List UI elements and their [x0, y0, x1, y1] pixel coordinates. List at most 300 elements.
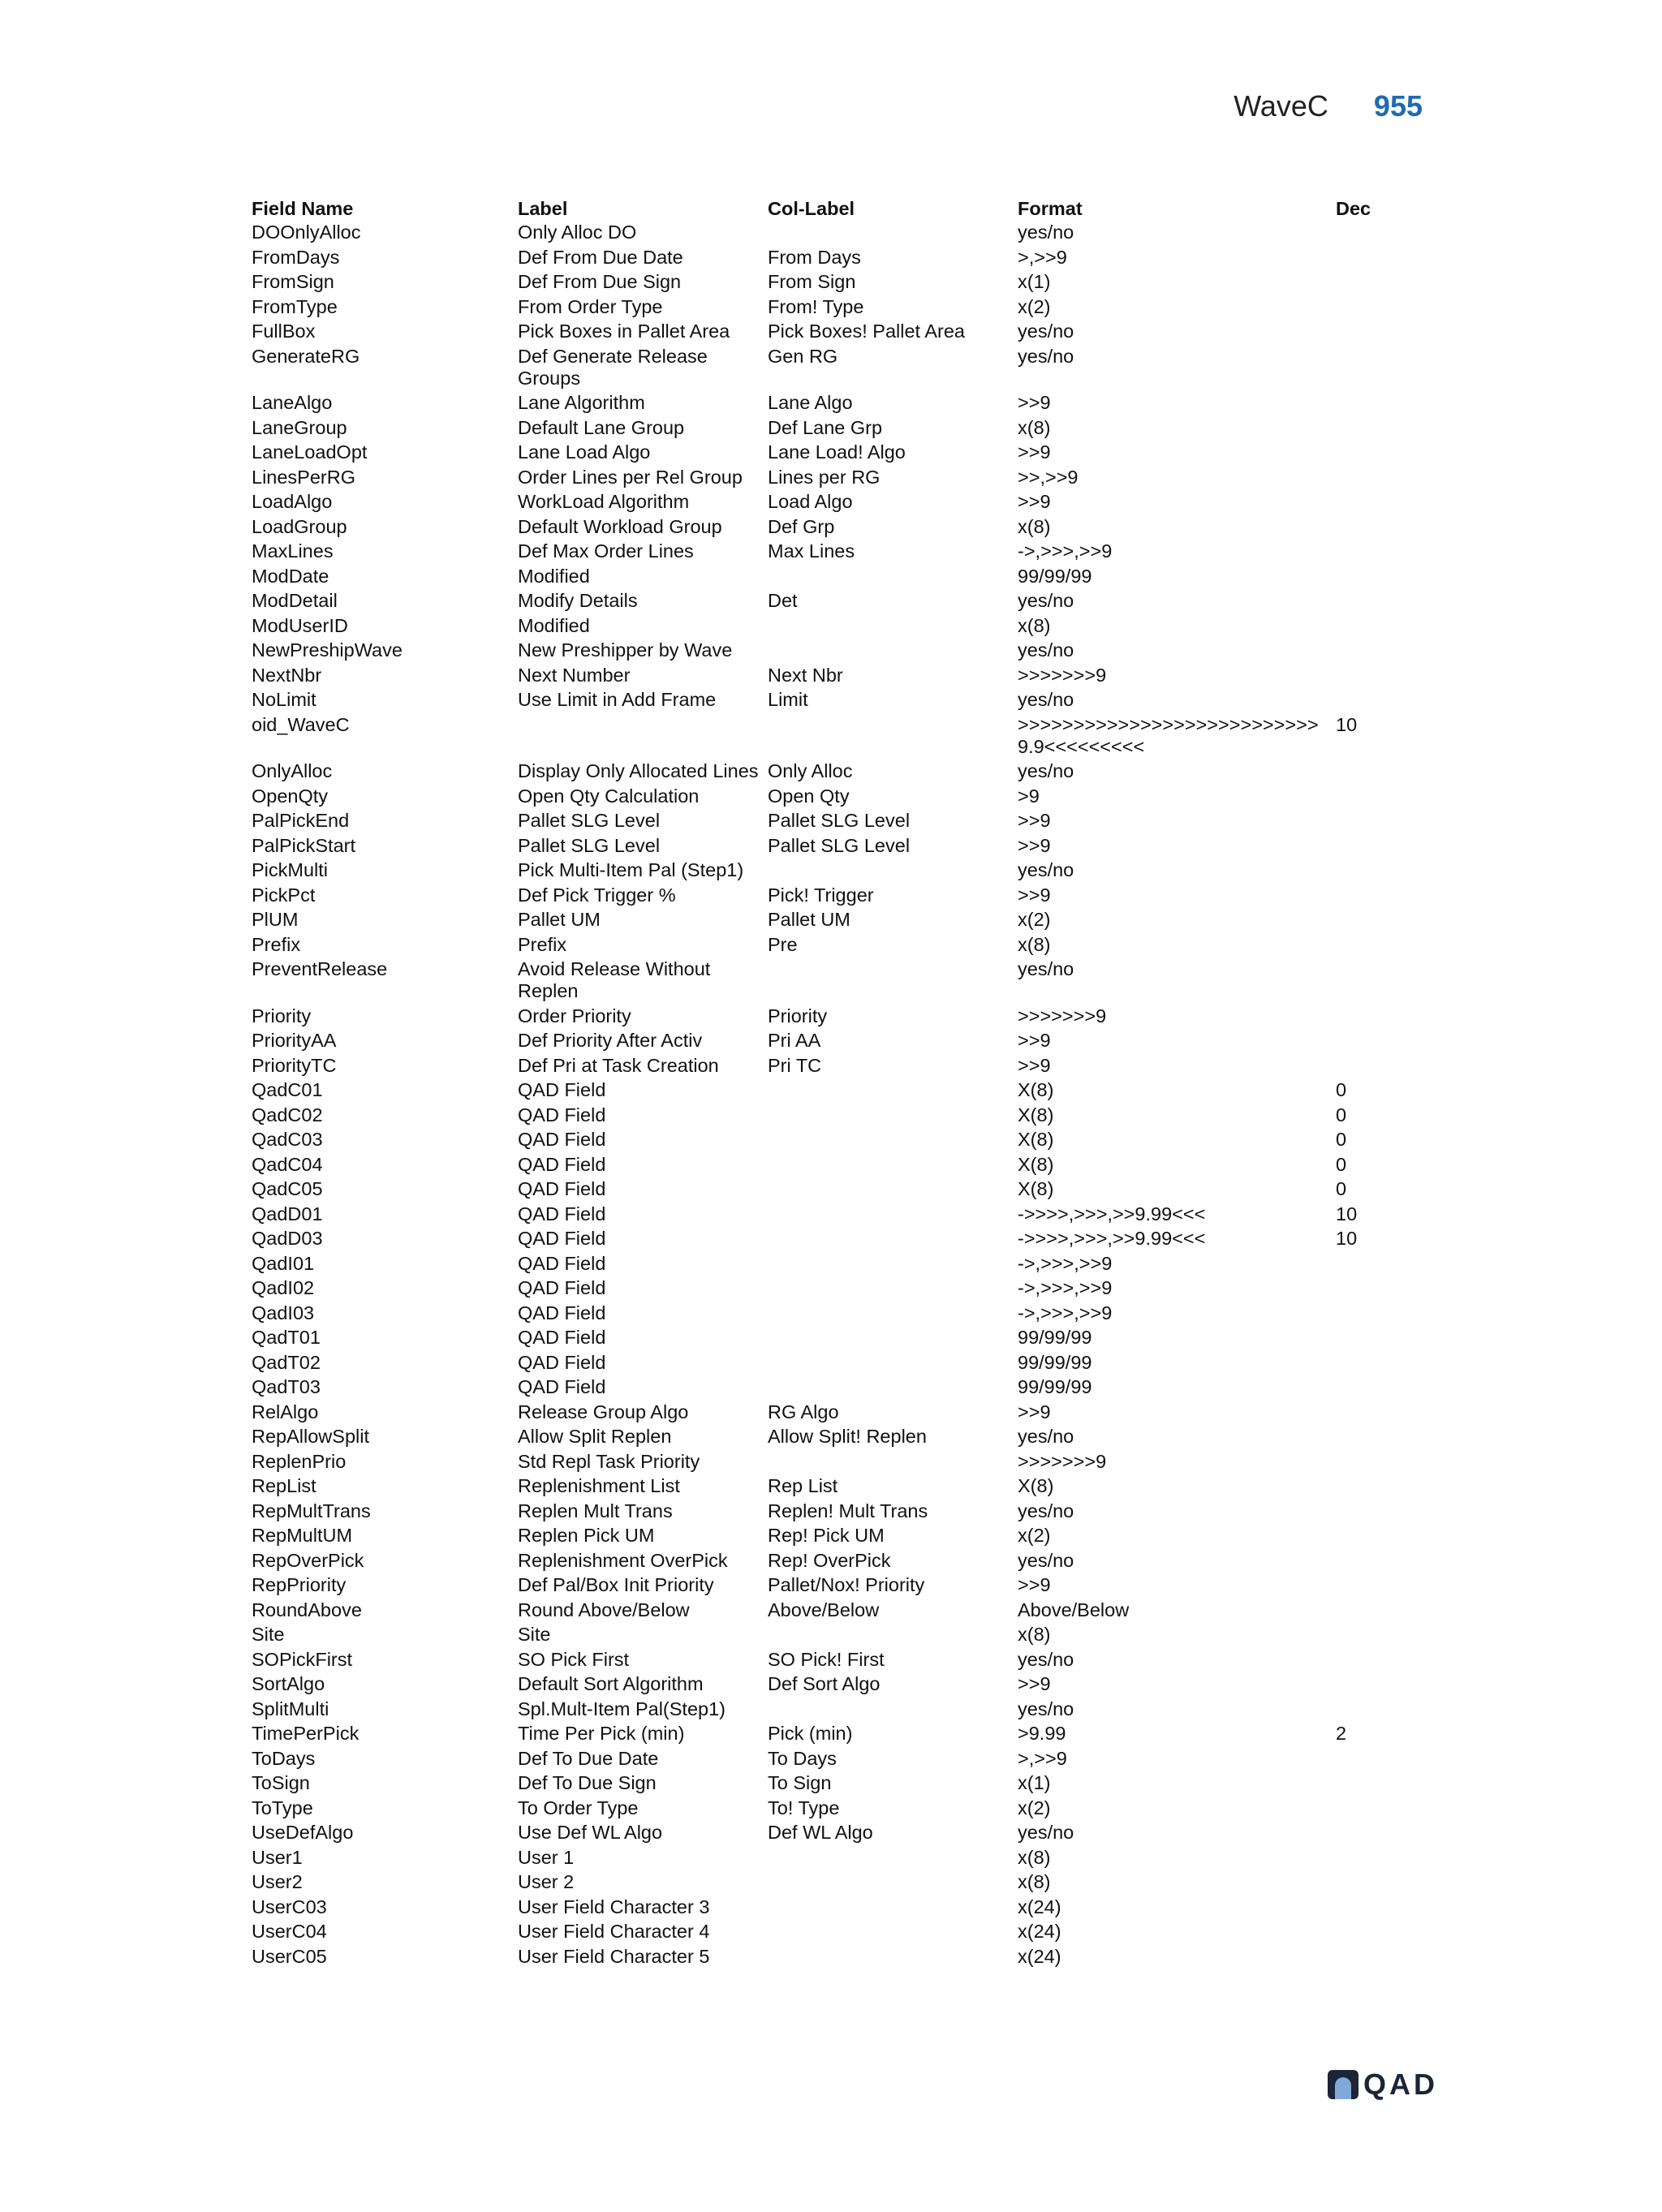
cell-col-label: Rep! Pick UM — [768, 1525, 885, 1546]
cell-dec: 0 — [1336, 1079, 1347, 1100]
table-row — [252, 514, 1428, 540]
cell-dec — [1336, 1672, 1428, 1697]
cell-col-label — [768, 858, 1018, 883]
table-header-row — [252, 195, 1428, 220]
cell-format: ->>>>,>>>,>>9.99<<< — [1018, 1228, 1206, 1249]
cell-format: yes/no — [1018, 1549, 1074, 1571]
cell-dec — [1336, 220, 1428, 245]
cell-format: yes/no — [1018, 590, 1074, 611]
cell-col-label — [768, 613, 1018, 639]
cell-field-name: UseDefAlgo — [252, 1822, 354, 1843]
cell-dec — [1336, 687, 1428, 712]
cell-label: QAD Field — [518, 1351, 606, 1373]
cell-col-label — [768, 1870, 1018, 1895]
cell-dec — [1336, 638, 1428, 663]
cell-col-label: Pick (min) — [768, 1723, 853, 1744]
cell-field-name: NextNbr — [252, 664, 322, 686]
cell-col-label — [768, 1078, 1018, 1103]
cell-dec — [1336, 1944, 1428, 1969]
table-row — [252, 295, 1428, 320]
cell-col-label: Pallet/Nox! Priority — [768, 1574, 925, 1595]
cell-format: 99/99/99 — [1018, 1327, 1092, 1348]
cell-col-label: Gen RG — [768, 345, 838, 367]
cell-dec — [1336, 1375, 1428, 1400]
table-row — [252, 1548, 1428, 1573]
cell-col-label: From! Type — [768, 295, 864, 317]
cell-dec — [1336, 1004, 1428, 1029]
cell-col-label — [768, 1449, 1018, 1474]
cell-field-name: SplitMulti — [252, 1698, 329, 1719]
cell-label: Allow Split Replen — [518, 1426, 672, 1447]
cell-dec — [1336, 1622, 1428, 1647]
table-row — [252, 1573, 1428, 1598]
cell-field-name: RepOverPick — [252, 1549, 364, 1571]
cell-format: X(8) — [1018, 1104, 1054, 1125]
cell-field-name: NoLimit — [252, 689, 316, 710]
cell-dec — [1336, 269, 1428, 295]
cell-col-label — [768, 1375, 1018, 1400]
cell-field-name: PriorityAA — [252, 1030, 337, 1051]
table-row — [252, 1152, 1428, 1177]
cell-label: QAD Field — [518, 1228, 606, 1249]
table-row — [252, 907, 1428, 932]
table-row — [252, 1078, 1428, 1103]
cell-dec — [1336, 759, 1428, 784]
cell-format: Above/Below — [1018, 1599, 1130, 1620]
table-row — [252, 1598, 1428, 1623]
cell-col-label — [768, 1350, 1018, 1375]
cell-field-name: ModUserID — [252, 614, 348, 636]
cell-field-name: UserC04 — [252, 1921, 327, 1942]
table-row — [252, 1523, 1428, 1548]
cell-label: Default Workload Group — [518, 515, 722, 537]
cell-dec: 0 — [1336, 1104, 1347, 1125]
table-row — [252, 1647, 1428, 1672]
cell-field-name: QadT03 — [252, 1376, 321, 1397]
cell-label: User 1 — [518, 1846, 575, 1868]
cell-format: ->,>>>,>>9 — [1018, 540, 1113, 562]
cell-col-label: Open Qty — [768, 785, 850, 807]
cell-col-label: SO Pick! First — [768, 1648, 885, 1670]
cell-dec — [1336, 808, 1428, 833]
cell-label: Only Alloc DO — [518, 222, 637, 243]
cell-label: Pallet UM — [518, 909, 601, 930]
cell-col-label — [768, 638, 1018, 663]
cell-label: Display Only Allocated Lines — [518, 760, 759, 781]
cell-label: Lane Load Algo — [518, 441, 651, 463]
cell-field-name: OnlyAlloc — [252, 760, 333, 781]
cell-format: >,>>9 — [1018, 1747, 1067, 1769]
cell-col-label: Priority — [768, 1005, 828, 1026]
cell-format: 99/99/99 — [1018, 565, 1092, 587]
cell-field-name: QadD03 — [252, 1228, 323, 1249]
cell-label: Def To Due Sign — [518, 1772, 657, 1793]
table-row — [252, 957, 1428, 1004]
cell-format: X(8) — [1018, 1475, 1054, 1496]
cell-label: QAD Field — [518, 1252, 606, 1274]
cell-col-label — [768, 1127, 1018, 1152]
cell-col-label: From Days — [768, 246, 861, 268]
cell-dec — [1336, 784, 1428, 809]
cell-dec — [1336, 440, 1428, 465]
cell-col-label: Pallet SLG Level — [768, 834, 911, 856]
cell-dec — [1336, 1919, 1428, 1944]
cell-format: >>9 — [1018, 441, 1051, 463]
cell-dec — [1336, 1400, 1428, 1425]
cell-format: x(24) — [1018, 1896, 1061, 1917]
cell-col-label: RG Algo — [768, 1401, 839, 1422]
cell-format: yes/no — [1018, 345, 1074, 367]
cell-field-name: QadD01 — [252, 1203, 323, 1224]
cell-label: Def From Due Sign — [518, 271, 682, 292]
table-row — [252, 1400, 1428, 1425]
cell-format: x(8) — [1018, 515, 1051, 537]
cell-field-name: RepAllowSplit — [252, 1426, 369, 1447]
cell-label: Spl.Mult-Item Pal(Step1) — [518, 1698, 726, 1719]
cell-label: Modified — [518, 565, 590, 587]
cell-format: x(1) — [1018, 271, 1051, 292]
cell-field-name: Site — [252, 1624, 285, 1645]
cell-field-name: PickPct — [252, 884, 316, 906]
cell-dec: 0 — [1336, 1153, 1347, 1175]
cell-label: Use Limit in Add Frame — [518, 689, 717, 710]
cell-format: x(8) — [1018, 416, 1051, 438]
cell-col-label — [768, 1226, 1018, 1251]
cell-col-label: From Sign — [768, 271, 856, 292]
cell-field-name: User2 — [252, 1871, 303, 1892]
cell-col-label: Load Algo — [768, 491, 853, 512]
cell-col-label — [768, 1177, 1018, 1202]
cell-col-label: Pick Boxes! Pallet Area — [768, 321, 965, 342]
cell-field-name: SOPickFirst — [252, 1648, 353, 1670]
cell-label: Replenishment List — [518, 1475, 680, 1496]
cell-format: x(2) — [1018, 1797, 1051, 1818]
table-row — [252, 1350, 1428, 1375]
cell-col-label — [768, 1845, 1018, 1870]
cell-format: >>>>>>>>>>>>>>>>>>>>>>>>>>>9.9<<<<<<<<< — [1018, 713, 1319, 757]
page-header — [1234, 89, 1423, 123]
table-row — [252, 415, 1428, 441]
cell-field-name: SortAlgo — [252, 1673, 325, 1694]
cell-col-label: To! Type — [768, 1797, 840, 1818]
cell-field-name: DOOnlyAlloc — [252, 222, 361, 243]
cell-dec: 10 — [1336, 1228, 1358, 1249]
table-row — [252, 1771, 1428, 1796]
table-row — [252, 1127, 1428, 1152]
cell-col-label: Pallet SLG Level — [768, 810, 911, 831]
cell-field-name: QadI01 — [252, 1252, 315, 1274]
cell-format: x(1) — [1018, 1772, 1051, 1793]
cell-field-name: NewPreshipWave — [252, 639, 403, 661]
page-number: 955 — [1373, 89, 1423, 123]
table-row — [252, 1697, 1428, 1722]
table-row — [252, 1103, 1428, 1128]
table-row — [252, 808, 1428, 833]
cell-format: yes/no — [1018, 1648, 1074, 1670]
table-row — [252, 1424, 1428, 1449]
cell-dec — [1336, 539, 1428, 564]
cell-field-name: QadC02 — [252, 1104, 323, 1125]
cell-dec: 0 — [1336, 1129, 1347, 1150]
cell-col-label — [768, 1152, 1018, 1177]
cell-label: User Field Character 3 — [518, 1896, 710, 1917]
cell-format: yes/no — [1018, 321, 1074, 342]
cell-label: Std Repl Task Priority — [518, 1450, 700, 1472]
cell-format: >>9 — [1018, 884, 1051, 906]
cell-format: ->,>>>,>>9 — [1018, 1302, 1113, 1323]
table-row — [252, 1053, 1428, 1078]
cell-col-label: Det — [768, 590, 798, 611]
cell-col-label — [768, 712, 1018, 760]
cell-field-name: QadI03 — [252, 1302, 315, 1323]
cell-label: Site — [518, 1624, 551, 1645]
cell-col-label — [768, 957, 1018, 1004]
cell-col-label: Def Sort Algo — [768, 1673, 881, 1694]
cell-col-label: Limit — [768, 689, 808, 710]
cell-field-name: LoadGroup — [252, 515, 347, 537]
cell-dec — [1336, 390, 1428, 415]
cell-label: QAD Field — [518, 1104, 606, 1125]
cell-label: QAD Field — [518, 1079, 606, 1100]
cell-format: >>9 — [1018, 1574, 1051, 1595]
table-row — [252, 1895, 1428, 1920]
cell-col-label: Next Nbr — [768, 664, 843, 686]
cell-label: Pick Multi-Item Pal (Step1) — [518, 859, 744, 880]
cell-field-name: UserC05 — [252, 1945, 327, 1967]
cell-field-name: OpenQty — [252, 785, 329, 807]
table-row — [252, 687, 1428, 712]
cell-dec — [1336, 932, 1428, 958]
qad-logo-icon — [1328, 2070, 1358, 2099]
cell-field-name: RoundAbove — [252, 1599, 362, 1620]
cell-label: QAD Field — [518, 1153, 606, 1175]
cell-dec — [1336, 1895, 1428, 1920]
table-row — [252, 833, 1428, 859]
cell-format: >>9 — [1018, 810, 1051, 831]
cell-format: x(8) — [1018, 1846, 1051, 1868]
table-row — [252, 1672, 1428, 1697]
column-header-dec: Dec — [1336, 198, 1371, 219]
cell-field-name: RepList — [252, 1475, 316, 1496]
table-row — [252, 883, 1428, 908]
cell-format: ->>>>,>>>,>>9.99<<< — [1018, 1203, 1206, 1224]
cell-label: Default Lane Group — [518, 416, 685, 438]
cell-label: Def To Due Date — [518, 1747, 659, 1769]
cell-field-name: LaneGroup — [252, 416, 347, 438]
cell-format: X(8) — [1018, 1153, 1054, 1175]
cell-label: Pick Boxes in Pallet Area — [518, 321, 730, 342]
cell-dec — [1336, 415, 1428, 441]
cell-format: x(8) — [1018, 614, 1051, 636]
cell-col-label: Pri TC — [768, 1054, 822, 1076]
cell-label: QAD Field — [518, 1376, 606, 1397]
table-row — [252, 1004, 1428, 1029]
cell-format: x(24) — [1018, 1921, 1061, 1942]
table-row — [252, 1325, 1428, 1350]
cell-label: Def Max Order Lines — [518, 540, 694, 562]
cell-format: >>9 — [1018, 834, 1051, 856]
table-row — [252, 1845, 1428, 1870]
cell-col-label — [768, 1697, 1018, 1722]
cell-format: >>>>>>>9 — [1018, 1450, 1107, 1472]
cell-dec — [1336, 514, 1428, 540]
cell-dec — [1336, 1746, 1428, 1771]
table-row — [252, 1226, 1428, 1251]
cell-format: x(24) — [1018, 1945, 1061, 1967]
table-row — [252, 638, 1428, 663]
table-row — [252, 1944, 1428, 1969]
cell-format: 99/99/99 — [1018, 1376, 1092, 1397]
table-row — [252, 1202, 1428, 1227]
cell-label: To Order Type — [518, 1797, 639, 1818]
cell-field-name: FromType — [252, 295, 338, 317]
cell-dec — [1336, 1820, 1428, 1845]
cell-dec — [1336, 1598, 1428, 1623]
cell-dec — [1336, 957, 1428, 1004]
cell-label: Pallet SLG Level — [518, 834, 661, 856]
cell-field-name: Priority — [252, 1005, 312, 1026]
column-header-field-name: Field Name — [252, 198, 354, 219]
cell-col-label: Pick! Trigger — [768, 884, 874, 906]
cell-format: X(8) — [1018, 1079, 1054, 1100]
cell-label: Modified — [518, 614, 590, 636]
cell-dec — [1336, 1796, 1428, 1821]
table-row — [252, 1449, 1428, 1474]
cell-col-label — [768, 1202, 1018, 1227]
cell-label: Open Qty Calculation — [518, 785, 700, 807]
logo-text: QAD — [1363, 2068, 1438, 2101]
table-row — [252, 1301, 1428, 1326]
table-row — [252, 269, 1428, 295]
cell-col-label: To Sign — [768, 1772, 832, 1793]
cell-field-name: PalPickStart — [252, 834, 355, 856]
cell-format: >9.99 — [1018, 1723, 1066, 1744]
cell-label: QAD Field — [518, 1302, 606, 1323]
cell-dec — [1336, 295, 1428, 320]
cell-col-label: Lane Algo — [768, 392, 853, 413]
table-row — [252, 613, 1428, 639]
cell-format: yes/no — [1018, 639, 1074, 661]
cell-field-name: QadC04 — [252, 1153, 323, 1175]
cell-dec — [1336, 1424, 1428, 1449]
cell-format: yes/no — [1018, 760, 1074, 781]
cell-label: Pallet SLG Level — [518, 810, 661, 831]
cell-dec: 0 — [1336, 1178, 1347, 1199]
cell-label: WorkLoad Algorithm — [518, 491, 690, 512]
cell-format: >>9 — [1018, 1030, 1051, 1051]
cell-label: Order Lines per Rel Group — [518, 466, 743, 488]
cell-format: >>>>>>>9 — [1018, 1005, 1107, 1026]
cell-col-label: Def WL Algo — [768, 1822, 873, 1843]
cell-field-name: RepMultTrans — [252, 1500, 371, 1521]
cell-format: yes/no — [1018, 1426, 1074, 1447]
cell-label — [518, 712, 768, 760]
cell-dec — [1336, 319, 1428, 344]
cell-label: Order Priority — [518, 1005, 631, 1026]
cell-label: QAD Field — [518, 1277, 606, 1298]
cell-format: >,>>9 — [1018, 246, 1067, 268]
cell-dec — [1336, 1499, 1428, 1524]
cell-dec: 10 — [1336, 713, 1358, 735]
cell-field-name: PreventRelease — [252, 958, 388, 979]
cell-field-name: GenerateRG — [252, 345, 360, 367]
cell-col-label: Rep! OverPick — [768, 1549, 891, 1571]
cell-dec — [1336, 883, 1428, 908]
table-row — [252, 1820, 1428, 1845]
cell-label: Def Generate Release Groups — [518, 345, 708, 389]
cell-field-name: RelAlgo — [252, 1401, 319, 1422]
cell-label: Replen Pick UM — [518, 1525, 655, 1546]
cell-field-name: QadI02 — [252, 1277, 315, 1298]
cell-label: New Preshipper by Wave — [518, 639, 733, 661]
cell-field-name: PriorityTC — [252, 1054, 337, 1076]
table-row — [252, 319, 1428, 344]
cell-field-name: FromSign — [252, 271, 334, 292]
cell-col-label: Def Lane Grp — [768, 416, 883, 438]
cell-format: X(8) — [1018, 1129, 1054, 1150]
cell-dec — [1336, 858, 1428, 883]
cell-dec — [1336, 1325, 1428, 1350]
cell-field-name: FullBox — [252, 321, 316, 342]
cell-field-name: oid_WaveC — [252, 713, 350, 735]
cell-dec — [1336, 564, 1428, 589]
cell-format: x(8) — [1018, 933, 1051, 955]
cell-dec — [1336, 1053, 1428, 1078]
cell-label: Avoid Release Without Replen — [518, 958, 711, 1001]
column-header-label: Label — [518, 198, 568, 219]
cell-label: Time Per Pick (min) — [518, 1723, 685, 1744]
table-row — [252, 489, 1428, 514]
cell-col-label — [768, 1622, 1018, 1647]
table-row — [252, 759, 1428, 784]
cell-col-label: Replen! Mult Trans — [768, 1500, 928, 1521]
cell-field-name: User1 — [252, 1846, 303, 1868]
table-row — [252, 1375, 1428, 1400]
cell-field-name: UserC03 — [252, 1896, 327, 1917]
cell-col-label: Only Alloc — [768, 760, 853, 781]
cell-label: QAD Field — [518, 1178, 606, 1199]
cell-dec — [1336, 1573, 1428, 1598]
cell-dec — [1336, 833, 1428, 859]
cell-label: Default Sort Algorithm — [518, 1673, 704, 1694]
cell-dec — [1336, 1251, 1428, 1276]
cell-format: >>,>>9 — [1018, 466, 1079, 488]
cell-dec — [1336, 907, 1428, 932]
cell-format: x(2) — [1018, 295, 1051, 317]
cell-label: User Field Character 4 — [518, 1921, 710, 1942]
cell-col-label — [768, 1895, 1018, 1920]
cell-dec — [1336, 1276, 1428, 1301]
cell-format: >>9 — [1018, 1401, 1051, 1422]
field-table — [252, 195, 1428, 1969]
cell-label: User Field Character 5 — [518, 1945, 710, 1967]
table-row — [252, 1622, 1428, 1647]
cell-dec — [1336, 465, 1428, 490]
cell-col-label — [768, 564, 1018, 589]
cell-dec — [1336, 1548, 1428, 1573]
cell-format: >>9 — [1018, 491, 1051, 512]
cell-label: SO Pick First — [518, 1648, 630, 1670]
cell-col-label — [768, 1944, 1018, 1969]
cell-field-name: LoadAlgo — [252, 491, 333, 512]
cell-format: ->,>>>,>>9 — [1018, 1277, 1113, 1298]
cell-field-name: PalPickEnd — [252, 810, 350, 831]
table-row — [252, 712, 1428, 760]
cell-field-name: Prefix — [252, 933, 301, 955]
table-row — [252, 564, 1428, 589]
cell-field-name: LaneLoadOpt — [252, 441, 368, 463]
cell-col-label: Pallet UM — [768, 909, 850, 930]
